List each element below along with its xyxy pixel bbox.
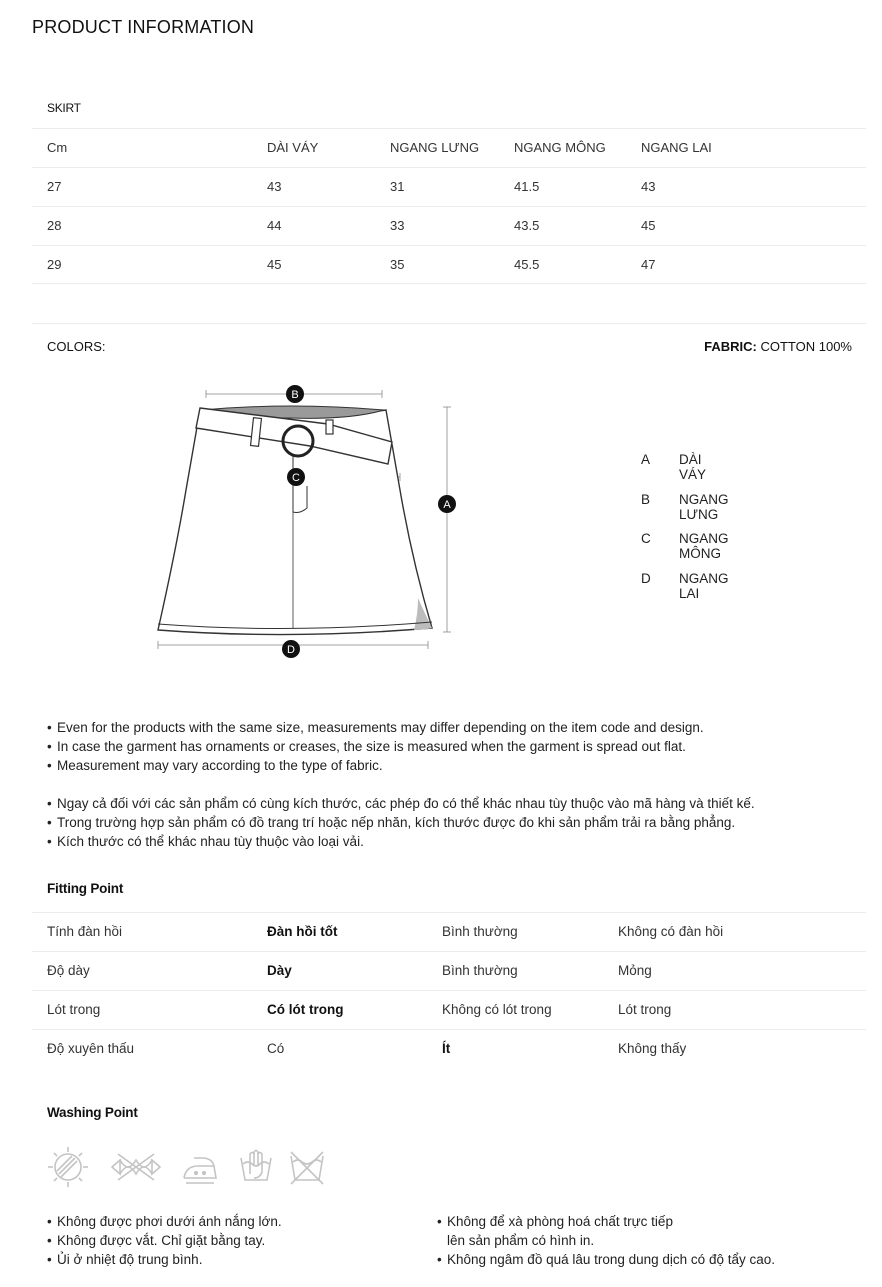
fit-option: Không có lót trong xyxy=(442,1002,552,1017)
note-item: • Trong trường hợp sản phẩm có đồ trang trí hoặc nếp nhăn, kích thước được đo khi sản phẩm trải ra bằng phẳng. xyxy=(47,813,755,832)
legend-value: NGANG MÔNG xyxy=(679,531,729,561)
legend-value: DÀI VÁY xyxy=(679,452,707,482)
table-row xyxy=(32,1029,866,1067)
header-cell: NGANG LAI xyxy=(641,140,712,155)
svg-text:D: D xyxy=(287,644,295,656)
fit-option: Bình thường xyxy=(442,924,518,939)
svg-text:A: A xyxy=(443,499,451,511)
table-cell: 43 xyxy=(267,179,282,194)
svg-text:C: C xyxy=(292,472,300,484)
fit-option: Bình thường xyxy=(442,963,518,978)
washing-point-title: Washing Point xyxy=(47,1105,138,1120)
header-cell: NGANG LƯNG xyxy=(390,140,480,155)
no-wring-icon xyxy=(108,1146,164,1188)
legend-key: B xyxy=(641,491,651,507)
svg-text:B: B xyxy=(291,389,299,401)
note-item: • Kích thước có thể khác nhau tùy thuộc vào loại vải. xyxy=(47,832,755,851)
fit-attribute: Độ dày xyxy=(47,963,90,978)
note-item: • Ngay cả đối với các sản phẩm có cùng kích thước, các phép đo có thể khác nhau tùy thuộc vào mã hàng và thiết kế. xyxy=(47,794,755,813)
marker-a xyxy=(438,495,456,513)
skirt-diagram xyxy=(150,380,470,665)
table-cell: 45 xyxy=(267,257,282,272)
legend-value: NGANG LƯNG xyxy=(679,491,729,522)
note-item: • Measurement may vary according to the type of fabric. xyxy=(47,756,704,775)
table-cell: 45.5 xyxy=(514,257,540,272)
legend-key: C xyxy=(641,531,651,546)
table-row xyxy=(32,206,866,245)
skirt-illustration xyxy=(150,380,470,665)
hand-wash-icon xyxy=(238,1146,274,1188)
size-table-header xyxy=(32,128,866,167)
washing-notes-right xyxy=(437,1212,775,1269)
table-row xyxy=(32,245,866,284)
fit-attribute: Độ xuyên thấu xyxy=(47,1041,135,1056)
no-bleach-icon xyxy=(288,1146,326,1188)
fit-option: Có lót trong xyxy=(267,1002,344,1017)
note-item: • Even for the products with the same size, measurements may differ depending on the item code and design. xyxy=(47,718,704,737)
note-item: • Ủi ở nhiệt độ trung bình. xyxy=(47,1250,282,1269)
fit-option: Mỏng xyxy=(618,963,652,978)
fit-option: Lót trong xyxy=(618,1002,672,1017)
header-cell: DÀI VÁY xyxy=(267,140,319,155)
table-cell: 45 xyxy=(641,218,656,233)
note-item: • Không ngâm đồ quá lâu trong dung dịch có độ tẩy cao. xyxy=(437,1250,775,1269)
table-cell: 29 xyxy=(47,257,62,272)
fit-option: Không thấy xyxy=(618,1041,687,1056)
table-cell: 27 xyxy=(47,179,62,194)
legend-value: NGANG LAI xyxy=(679,570,729,601)
table-cell: 33 xyxy=(390,218,405,233)
table-row xyxy=(32,990,866,1029)
iron-medium-icon xyxy=(180,1146,220,1188)
header-cell: Cm xyxy=(47,140,68,155)
table-row xyxy=(32,912,866,951)
note-item: • In case the garment has ornaments or creases, the size is measured when the garment is spread out flat. xyxy=(47,737,704,756)
fit-option: Có xyxy=(267,1041,285,1056)
colors-label: COLORS: xyxy=(47,339,106,354)
note-item: • Không để xà phòng hoá chất trực tiếp lên sản phẩm có hình in. xyxy=(437,1212,775,1250)
page-title: PRODUCT INFORMATION xyxy=(32,17,255,37)
table-cell: 35 xyxy=(390,257,405,272)
fit-option: Ít xyxy=(442,1041,451,1056)
legend-key: D xyxy=(641,570,651,586)
table-cell: 31 xyxy=(390,179,405,194)
table-cell: 44 xyxy=(267,218,282,233)
marker-c xyxy=(287,468,305,486)
fitting-point-title: Fitting Point xyxy=(47,881,124,896)
section-divider xyxy=(32,323,866,324)
washing-notes-left xyxy=(47,1212,282,1269)
marker-d xyxy=(282,640,300,658)
table-cell: 41.5 xyxy=(514,179,540,194)
note-item: • Không được phơi dưới ánh nắng lớn. xyxy=(47,1212,282,1231)
table-cell: 28 xyxy=(47,218,62,233)
table-row xyxy=(32,167,866,206)
fabric-label: FABRIC: xyxy=(704,339,757,354)
fit-option: Đàn hồi tốt xyxy=(267,924,338,939)
no-sun-dry-icon xyxy=(46,1146,90,1188)
fit-option: Không có đàn hồi xyxy=(618,924,724,939)
fabric-info xyxy=(704,339,852,354)
table-cell: 47 xyxy=(641,257,656,272)
table-cell: 43.5 xyxy=(514,218,540,233)
fitting-table xyxy=(32,912,866,1067)
marker-b xyxy=(286,385,304,403)
fabric-value: COTTON 100% xyxy=(760,339,852,354)
note-item: • Không được vắt. Chỉ giặt bằng tay. xyxy=(47,1231,282,1250)
table-row xyxy=(32,951,866,990)
size-table-label: SKIRT xyxy=(47,101,81,115)
header-cell: NGANG MÔNG xyxy=(514,140,606,155)
fit-attribute: Lót trong xyxy=(47,1002,101,1017)
fit-attribute: Tính đàn hồi xyxy=(47,924,123,939)
table-cell: 43 xyxy=(641,179,656,194)
legend-key: A xyxy=(641,452,651,467)
size-table xyxy=(32,128,866,284)
measurement-notes-vi xyxy=(47,794,755,851)
fit-option: Dày xyxy=(267,963,292,978)
measurement-notes-en xyxy=(47,718,704,775)
washing-icons xyxy=(46,1146,336,1188)
